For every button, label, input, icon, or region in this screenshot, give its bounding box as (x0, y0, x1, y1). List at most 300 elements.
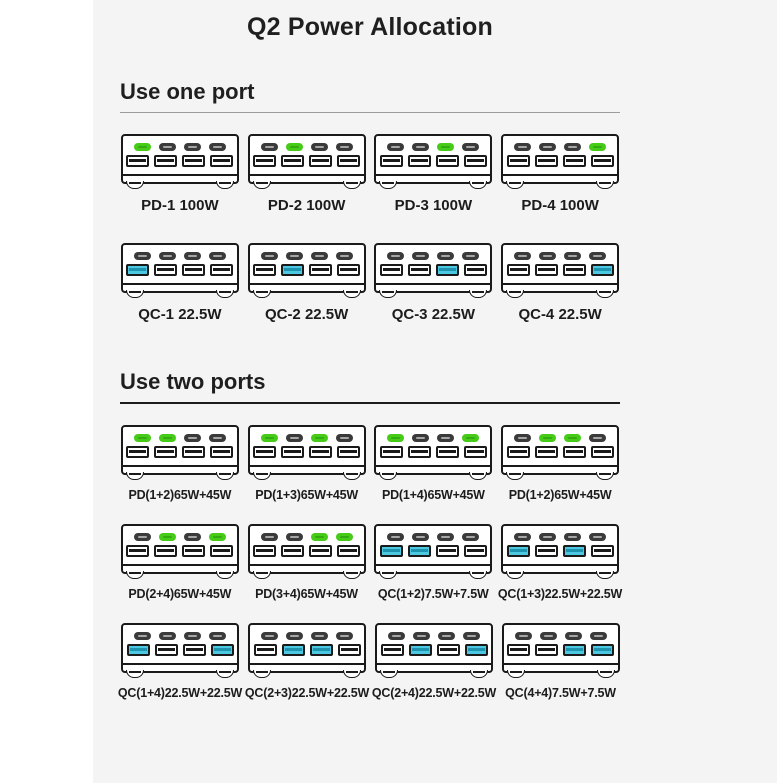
usb-c-port-icon (311, 143, 328, 151)
usb-a-port-icon (535, 644, 558, 656)
usb-a-port-icon (337, 155, 360, 167)
usb-c-slot (568, 536, 577, 538)
usb-c-slot (213, 536, 222, 538)
charger-row (120, 425, 620, 502)
usb-c-port-icon (209, 632, 226, 640)
usb-a-port-row (123, 545, 237, 557)
section-divider-light (120, 112, 620, 113)
usb-c-slot (290, 255, 299, 257)
usb-a-port-icon (281, 545, 304, 557)
charger-row (120, 524, 623, 601)
charger-cell (500, 425, 620, 502)
usb-a-port-icon (126, 446, 149, 458)
charger-foot-right-icon (216, 290, 234, 298)
usb-a-port-icon (380, 446, 403, 458)
usb-c-port-icon (514, 252, 531, 260)
charger-illustration (248, 425, 366, 475)
usb-c-port-active-icon (311, 434, 328, 442)
usb-a-port-active-icon (436, 264, 459, 276)
charger-cell (374, 425, 494, 502)
charger-illustration (502, 623, 620, 673)
charger-foot-left-icon (253, 670, 271, 678)
usb-c-slot (163, 635, 172, 637)
usb-a-port-icon (380, 155, 403, 167)
usb-c-port-icon (209, 252, 226, 260)
usb-c-port-icon (184, 434, 201, 442)
charger-illustration (374, 134, 492, 184)
charger-foot-right-icon (469, 472, 487, 480)
charger-cell (247, 425, 367, 502)
usb-a-port-icon (183, 644, 206, 656)
usb-a-port-icon (591, 545, 614, 557)
charger-baseline (121, 174, 239, 176)
usb-a-port-icon (591, 155, 614, 167)
usb-c-slot (518, 437, 527, 439)
usb-a-port-active-icon (465, 644, 488, 656)
usb-a-port-active-icon (563, 644, 586, 656)
usb-c-port-row (377, 632, 491, 640)
usb-a-port-icon (281, 155, 304, 167)
usb-a-port-icon (182, 155, 205, 167)
usb-c-slot (416, 255, 425, 257)
usb-a-port-row (123, 264, 237, 276)
usb-c-port-icon (134, 632, 151, 640)
usb-c-port-icon (261, 533, 278, 541)
charger-cell (120, 243, 240, 323)
usb-a-port-active-icon (211, 644, 234, 656)
usb-c-slot (213, 255, 222, 257)
usb-a-port-row (377, 644, 491, 656)
usb-c-slot (391, 255, 400, 257)
usb-c-port-icon (462, 533, 479, 541)
usb-a-port-icon (591, 446, 614, 458)
usb-c-port-icon (388, 632, 405, 640)
usb-c-port-row (250, 533, 364, 541)
charger-baseline (501, 465, 619, 467)
usb-c-port-icon (437, 533, 454, 541)
usb-c-port-active-icon (462, 434, 479, 442)
usb-a-port-active-icon (126, 264, 149, 276)
usb-c-slot (265, 255, 274, 257)
usb-c-port-icon (184, 632, 201, 640)
charger-foot-right-icon (596, 181, 614, 189)
usb-a-port-icon (535, 264, 558, 276)
usb-c-port-icon (515, 632, 532, 640)
usb-c-slot (518, 255, 527, 257)
charger-baseline (248, 283, 366, 285)
usb-a-port-active-icon (408, 545, 431, 557)
charger-label: QC(2+3)22.5W+22.5W (244, 686, 370, 700)
usb-c-port-icon (514, 143, 531, 151)
usb-c-slot (391, 146, 400, 148)
charger-foot-right-icon (343, 290, 361, 298)
charger-baseline (248, 465, 366, 467)
charger-foot-right-icon (343, 571, 361, 579)
page-title: Q2 Power Allocation (247, 13, 493, 41)
usb-c-port-active-icon (286, 143, 303, 151)
usb-c-slot (568, 255, 577, 257)
usb-c-slot (466, 536, 475, 538)
charger-label: PD-1 100W (141, 197, 219, 214)
usb-c-port-icon (412, 434, 429, 442)
usb-a-port-row (250, 644, 364, 656)
usb-c-slot (315, 146, 324, 148)
usb-a-port-icon (281, 446, 304, 458)
usb-c-port-icon (589, 434, 606, 442)
charger-foot-left-icon (506, 181, 524, 189)
usb-c-port-icon (437, 252, 454, 260)
usb-c-slot (290, 146, 299, 148)
usb-c-slot (593, 146, 602, 148)
usb-c-slot (340, 536, 349, 538)
usb-c-slot (466, 255, 475, 257)
section-use-one-port (120, 79, 620, 323)
usb-c-slot (163, 255, 172, 257)
usb-c-slot (594, 635, 603, 637)
charger-foot-right-icon (596, 571, 614, 579)
usb-c-port-icon (134, 533, 151, 541)
usb-c-port-icon (412, 533, 429, 541)
usb-a-port-icon (507, 446, 530, 458)
charger-cell (500, 134, 620, 214)
usb-c-port-icon (209, 434, 226, 442)
usb-a-port-row (504, 644, 618, 656)
charger-cell (120, 425, 240, 502)
usb-c-port-icon (564, 252, 581, 260)
usb-c-port-active-icon (387, 434, 404, 442)
usb-a-port-icon (408, 446, 431, 458)
charger-foot-right-icon (216, 181, 234, 189)
charger-label: PD(2+4)65W+45W (128, 587, 232, 601)
usb-a-port-icon (126, 155, 149, 167)
usb-a-port-icon (436, 545, 459, 557)
charger-cell (117, 623, 243, 700)
usb-c-slot (568, 146, 577, 148)
usb-c-port-icon (590, 632, 607, 640)
usb-a-port-icon (507, 155, 530, 167)
usb-a-port-icon (437, 644, 460, 656)
charger-cell (247, 134, 367, 214)
charger-illustration (121, 243, 239, 293)
usb-c-port-icon (589, 533, 606, 541)
usb-a-port-row (123, 155, 237, 167)
usb-a-port-icon (253, 545, 276, 557)
charger-cell (374, 243, 494, 323)
charger-illustration (121, 524, 239, 574)
usb-a-port-icon (126, 545, 149, 557)
usb-c-port-icon (514, 533, 531, 541)
usb-c-port-icon (134, 252, 151, 260)
usb-c-slot (213, 437, 222, 439)
usb-c-slot (416, 536, 425, 538)
charger-baseline (374, 283, 492, 285)
usb-c-slot (593, 536, 602, 538)
usb-c-port-icon (286, 252, 303, 260)
charger-illustration (374, 524, 492, 574)
usb-c-slot (213, 146, 222, 148)
usb-a-port-active-icon (591, 264, 614, 276)
usb-a-port-icon (154, 264, 177, 276)
usb-c-port-icon (159, 252, 176, 260)
charger-foot-left-icon (253, 472, 271, 480)
usb-c-slot (593, 437, 602, 439)
charger-row (120, 243, 620, 323)
charger-illustration (248, 243, 366, 293)
usb-c-slot (340, 635, 349, 637)
charger-label: QC-3 22.5W (391, 306, 476, 323)
usb-a-port-row (250, 264, 364, 276)
usb-a-port-icon (337, 446, 360, 458)
usb-a-port-active-icon (507, 545, 530, 557)
charger-baseline (501, 174, 619, 176)
charger-cell (120, 524, 240, 601)
usb-a-port-icon (338, 644, 361, 656)
charger-foot-right-icon (596, 472, 614, 480)
usb-a-port-icon (563, 155, 586, 167)
section-divider-dark (120, 402, 620, 404)
usb-a-port-icon (182, 446, 205, 458)
charger-foot-left-icon (380, 670, 398, 678)
usb-c-slot (543, 146, 552, 148)
charger-foot-right-icon (469, 181, 487, 189)
usb-c-port-icon (336, 434, 353, 442)
charger-baseline (121, 465, 239, 467)
usb-c-slot (441, 536, 450, 538)
usb-a-port-icon (253, 446, 276, 458)
usb-c-port-row (123, 533, 237, 541)
charger-baseline (374, 465, 492, 467)
usb-c-slot (391, 437, 400, 439)
usb-c-port-active-icon (311, 533, 328, 541)
usb-c-slot (265, 146, 274, 148)
usb-c-port-active-icon (159, 434, 176, 442)
section-heading-one-port: Use one port (120, 79, 255, 104)
usb-c-port-active-icon (209, 533, 226, 541)
usb-c-slot (543, 536, 552, 538)
charger-foot-left-icon (126, 571, 144, 579)
usb-c-port-icon (564, 143, 581, 151)
charger-illustration (501, 243, 619, 293)
usb-c-port-icon (286, 533, 303, 541)
charger-label: PD(1+2)65W+45W (508, 488, 612, 502)
usb-a-port-active-icon (409, 644, 432, 656)
usb-c-port-icon (413, 632, 430, 640)
usb-c-slot (519, 635, 528, 637)
usb-c-slot (265, 536, 274, 538)
usb-a-port-icon (464, 545, 487, 557)
charger-foot-right-icon (216, 670, 234, 678)
usb-c-port-active-icon (336, 533, 353, 541)
charger-label: QC-4 22.5W (518, 306, 602, 323)
charger-cell (374, 134, 494, 214)
content-column (117, 0, 623, 700)
usb-a-port-icon (436, 155, 459, 167)
charger-label: PD(3+4)65W+45W (255, 587, 358, 601)
usb-c-slot (543, 437, 552, 439)
usb-c-port-row (123, 252, 237, 260)
usb-c-port-icon (336, 632, 353, 640)
usb-c-port-row (376, 434, 490, 442)
charger-label: QC(4+4)7.5W+7.5W (505, 686, 616, 700)
usb-c-port-icon (159, 632, 176, 640)
usb-a-port-icon (408, 155, 431, 167)
charger-label: QC(1+4)22.5W+22.5W (117, 686, 243, 700)
usb-c-slot (138, 536, 147, 538)
usb-c-port-icon (462, 252, 479, 260)
usb-a-port-icon (210, 545, 233, 557)
charger-illustration (121, 134, 239, 184)
charger-cell (497, 524, 623, 601)
usb-c-port-row (123, 143, 237, 151)
usb-a-port-icon (464, 264, 487, 276)
charger-illustration (248, 134, 366, 184)
charger-foot-left-icon (253, 571, 271, 579)
usb-a-port-icon (381, 644, 404, 656)
usb-a-port-row (123, 446, 237, 458)
charger-label: PD-4 100W (521, 197, 599, 214)
usb-a-port-icon (309, 264, 332, 276)
usb-c-port-active-icon (564, 434, 581, 442)
usb-c-slot (163, 146, 172, 148)
usb-c-slot (466, 146, 475, 148)
usb-c-port-icon (311, 252, 328, 260)
charger-baseline (248, 663, 366, 665)
usb-c-slot (543, 255, 552, 257)
usb-c-slot (188, 536, 197, 538)
charger-baseline (248, 174, 366, 176)
usb-a-port-icon (154, 446, 177, 458)
usb-a-port-icon (210, 155, 233, 167)
usb-c-slot (340, 437, 349, 439)
usb-a-port-icon (380, 264, 403, 276)
usb-c-port-row (376, 143, 490, 151)
usb-c-slot (441, 146, 450, 148)
charger-label: PD-2 100W (267, 197, 346, 214)
charger-baseline (121, 663, 239, 665)
charger-label: PD(1+4)65W+45W (381, 488, 485, 502)
usb-c-slot (441, 437, 450, 439)
usb-a-port-icon (464, 155, 487, 167)
charger-foot-right-icon (597, 670, 615, 678)
usb-c-port-icon (336, 252, 353, 260)
charger-label: QC-1 22.5W (138, 306, 222, 323)
usb-c-port-active-icon (134, 434, 151, 442)
charger-foot-right-icon (343, 670, 361, 678)
usb-c-slot (340, 146, 349, 148)
charger-baseline (248, 564, 366, 566)
usb-c-port-row (250, 632, 364, 640)
usb-a-port-icon (309, 545, 332, 557)
usb-c-slot (138, 635, 147, 637)
usb-a-port-icon (507, 644, 530, 656)
usb-a-port-icon (210, 446, 233, 458)
usb-c-slot (569, 635, 578, 637)
charger-baseline (374, 564, 492, 566)
charger-baseline (375, 663, 493, 665)
charger-foot-left-icon (253, 290, 271, 298)
usb-c-slot (188, 146, 197, 148)
usb-a-port-row (503, 545, 617, 557)
usb-a-port-row (376, 545, 490, 557)
usb-a-port-row (250, 446, 364, 458)
charger-illustration (501, 425, 619, 475)
charger-foot-right-icon (216, 571, 234, 579)
usb-a-port-icon (253, 264, 276, 276)
charger-baseline (502, 663, 620, 665)
usb-a-port-icon (535, 545, 558, 557)
charger-label: QC(2+4)22.5W+22.5W (371, 686, 497, 700)
usb-c-port-active-icon (589, 143, 606, 151)
usb-c-port-icon (286, 632, 303, 640)
usb-c-port-icon (311, 632, 328, 640)
usb-a-port-row (250, 155, 364, 167)
usb-c-slot (138, 146, 147, 148)
charger-cell (247, 524, 367, 601)
usb-c-port-row (376, 252, 490, 260)
usb-a-port-icon (337, 264, 360, 276)
usb-c-slot (163, 536, 172, 538)
charger-baseline (501, 283, 619, 285)
usb-c-slot (290, 635, 299, 637)
usb-a-port-row (376, 264, 490, 276)
usb-c-port-icon (412, 143, 429, 151)
charger-foot-left-icon (253, 181, 271, 189)
usb-c-port-icon (184, 252, 201, 260)
usb-c-slot (315, 255, 324, 257)
usb-c-port-row (250, 434, 364, 442)
charger-foot-left-icon (379, 472, 397, 480)
usb-c-slot (392, 635, 401, 637)
usb-c-slot (518, 146, 527, 148)
charger-cell (371, 623, 497, 700)
usb-c-port-icon (336, 143, 353, 151)
charger-baseline (374, 174, 492, 176)
usb-c-slot (518, 536, 527, 538)
usb-a-port-icon (337, 545, 360, 557)
usb-a-port-icon (253, 155, 276, 167)
charger-foot-left-icon (506, 472, 524, 480)
usb-c-port-icon (463, 632, 480, 640)
usb-c-port-icon (539, 143, 556, 151)
charger-cell (244, 623, 370, 700)
power-allocation-panel (93, 0, 777, 783)
usb-c-port-row (503, 252, 617, 260)
charger-illustration (248, 524, 366, 574)
usb-c-port-icon (387, 143, 404, 151)
usb-c-port-icon (437, 434, 454, 442)
charger-foot-right-icon (216, 472, 234, 480)
usb-c-port-row (376, 533, 490, 541)
usb-c-port-row (123, 632, 237, 640)
charger-foot-left-icon (126, 670, 144, 678)
usb-a-port-icon (408, 264, 431, 276)
charger-baseline (121, 283, 239, 285)
usb-c-port-icon (261, 143, 278, 151)
usb-c-port-active-icon (159, 533, 176, 541)
usb-c-slot (315, 536, 324, 538)
charger-foot-left-icon (379, 290, 397, 298)
usb-c-slot (188, 255, 197, 257)
usb-c-slot (568, 437, 577, 439)
usb-c-port-icon (261, 252, 278, 260)
charger-illustration (121, 425, 239, 475)
charger-grid-two-ports (117, 425, 623, 700)
usb-a-port-icon (155, 644, 178, 656)
usb-c-port-active-icon (134, 143, 151, 151)
usb-a-port-row (503, 446, 617, 458)
usb-a-port-icon (535, 155, 558, 167)
usb-a-port-active-icon (563, 545, 586, 557)
